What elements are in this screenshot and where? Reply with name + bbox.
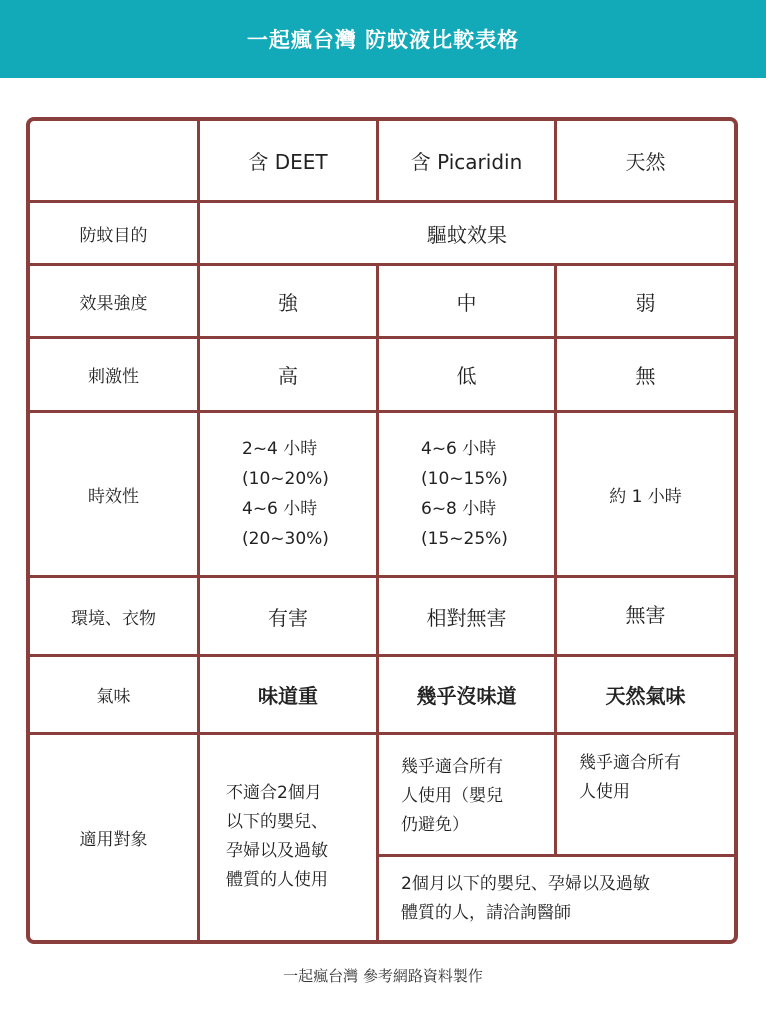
row-label-duration: 時效性 bbox=[88, 486, 139, 507]
duration-line: 4~6 小時 bbox=[242, 499, 318, 519]
strength-picaridin: 中 bbox=[456, 290, 477, 315]
environment-natural: 無害 bbox=[625, 602, 666, 627]
column-header-natural: 天然 bbox=[625, 150, 666, 174]
row-label-suitability: 適用對象 bbox=[79, 830, 148, 850]
comparison-table bbox=[26, 117, 738, 944]
purpose-value: 驅蚊效果 bbox=[427, 222, 507, 247]
note-line: 體質的人，請洽詢醫師 bbox=[401, 903, 571, 923]
suitability-note bbox=[379, 870, 734, 940]
suitability-line: 體質的人使用 bbox=[226, 870, 328, 890]
suitability-line: 幾乎適合所有 bbox=[401, 757, 503, 777]
strength-natural: 弱 bbox=[635, 290, 656, 315]
smell-natural: 天然氣味 bbox=[605, 684, 686, 708]
suitability-line: 人使用（嬰兒 bbox=[401, 786, 503, 806]
smell-deet: 味道重 bbox=[258, 684, 318, 708]
duration-line: 4~6 小時 bbox=[421, 439, 497, 459]
note-line: 2個月以下的嬰兒、孕婦以及過敏 bbox=[401, 874, 650, 894]
irritation-picaridin: 低 bbox=[456, 364, 477, 388]
suitability-line: 幾乎適合所有 bbox=[579, 753, 681, 773]
duration-line: 2~4 小時 bbox=[242, 439, 318, 459]
suitability-picaridin bbox=[379, 753, 554, 853]
row-label-purpose: 防蚊目的 bbox=[79, 225, 148, 246]
row-label-irritation: 刺激性 bbox=[88, 367, 139, 387]
duration-line: (10~20%) bbox=[242, 469, 329, 489]
duration-line: (15~25%) bbox=[421, 529, 508, 549]
footer-credit: 一起瘋台灣 參考網路資料製作 bbox=[283, 967, 483, 985]
suitability-deet bbox=[200, 779, 376, 940]
duration-line: (10~15%) bbox=[421, 469, 508, 489]
duration-line: 6~8 小時 bbox=[421, 499, 497, 519]
duration-line: (20~30%) bbox=[242, 529, 329, 549]
irritation-deet: 高 bbox=[278, 364, 298, 388]
duration-picaridin bbox=[379, 413, 554, 575]
smell-picaridin: 幾乎沒味道 bbox=[416, 684, 517, 708]
row-label-strength: 效果強度 bbox=[79, 293, 148, 314]
suitability-line: 不適合2個月 bbox=[226, 783, 322, 803]
environment-deet: 有害 bbox=[268, 605, 308, 630]
row-label-smell: 氣味 bbox=[96, 687, 131, 707]
column-header-deet: 含 DEET bbox=[248, 150, 328, 174]
page-header bbox=[0, 0, 766, 78]
suitability-line: 孕婦以及過敏 bbox=[226, 841, 328, 861]
suitability-natural bbox=[557, 749, 734, 849]
irritation-natural: 無 bbox=[635, 364, 656, 388]
column-header-picaridin: 含 Picaridin bbox=[410, 150, 523, 174]
suitability-line: 仍避免） bbox=[401, 815, 469, 835]
environment-picaridin: 相對無害 bbox=[426, 605, 507, 630]
duration-deet bbox=[200, 413, 376, 575]
strength-deet: 強 bbox=[278, 290, 298, 315]
suitability-line: 人使用 bbox=[579, 782, 630, 802]
page-title: 一起瘋台灣 防蚊液比較表格 bbox=[246, 28, 520, 52]
duration-natural: 約 1 小時 bbox=[609, 486, 682, 507]
suitability-line: 以下的嬰兒、 bbox=[226, 812, 328, 832]
row-label-environment: 環境、衣物 bbox=[71, 608, 156, 629]
